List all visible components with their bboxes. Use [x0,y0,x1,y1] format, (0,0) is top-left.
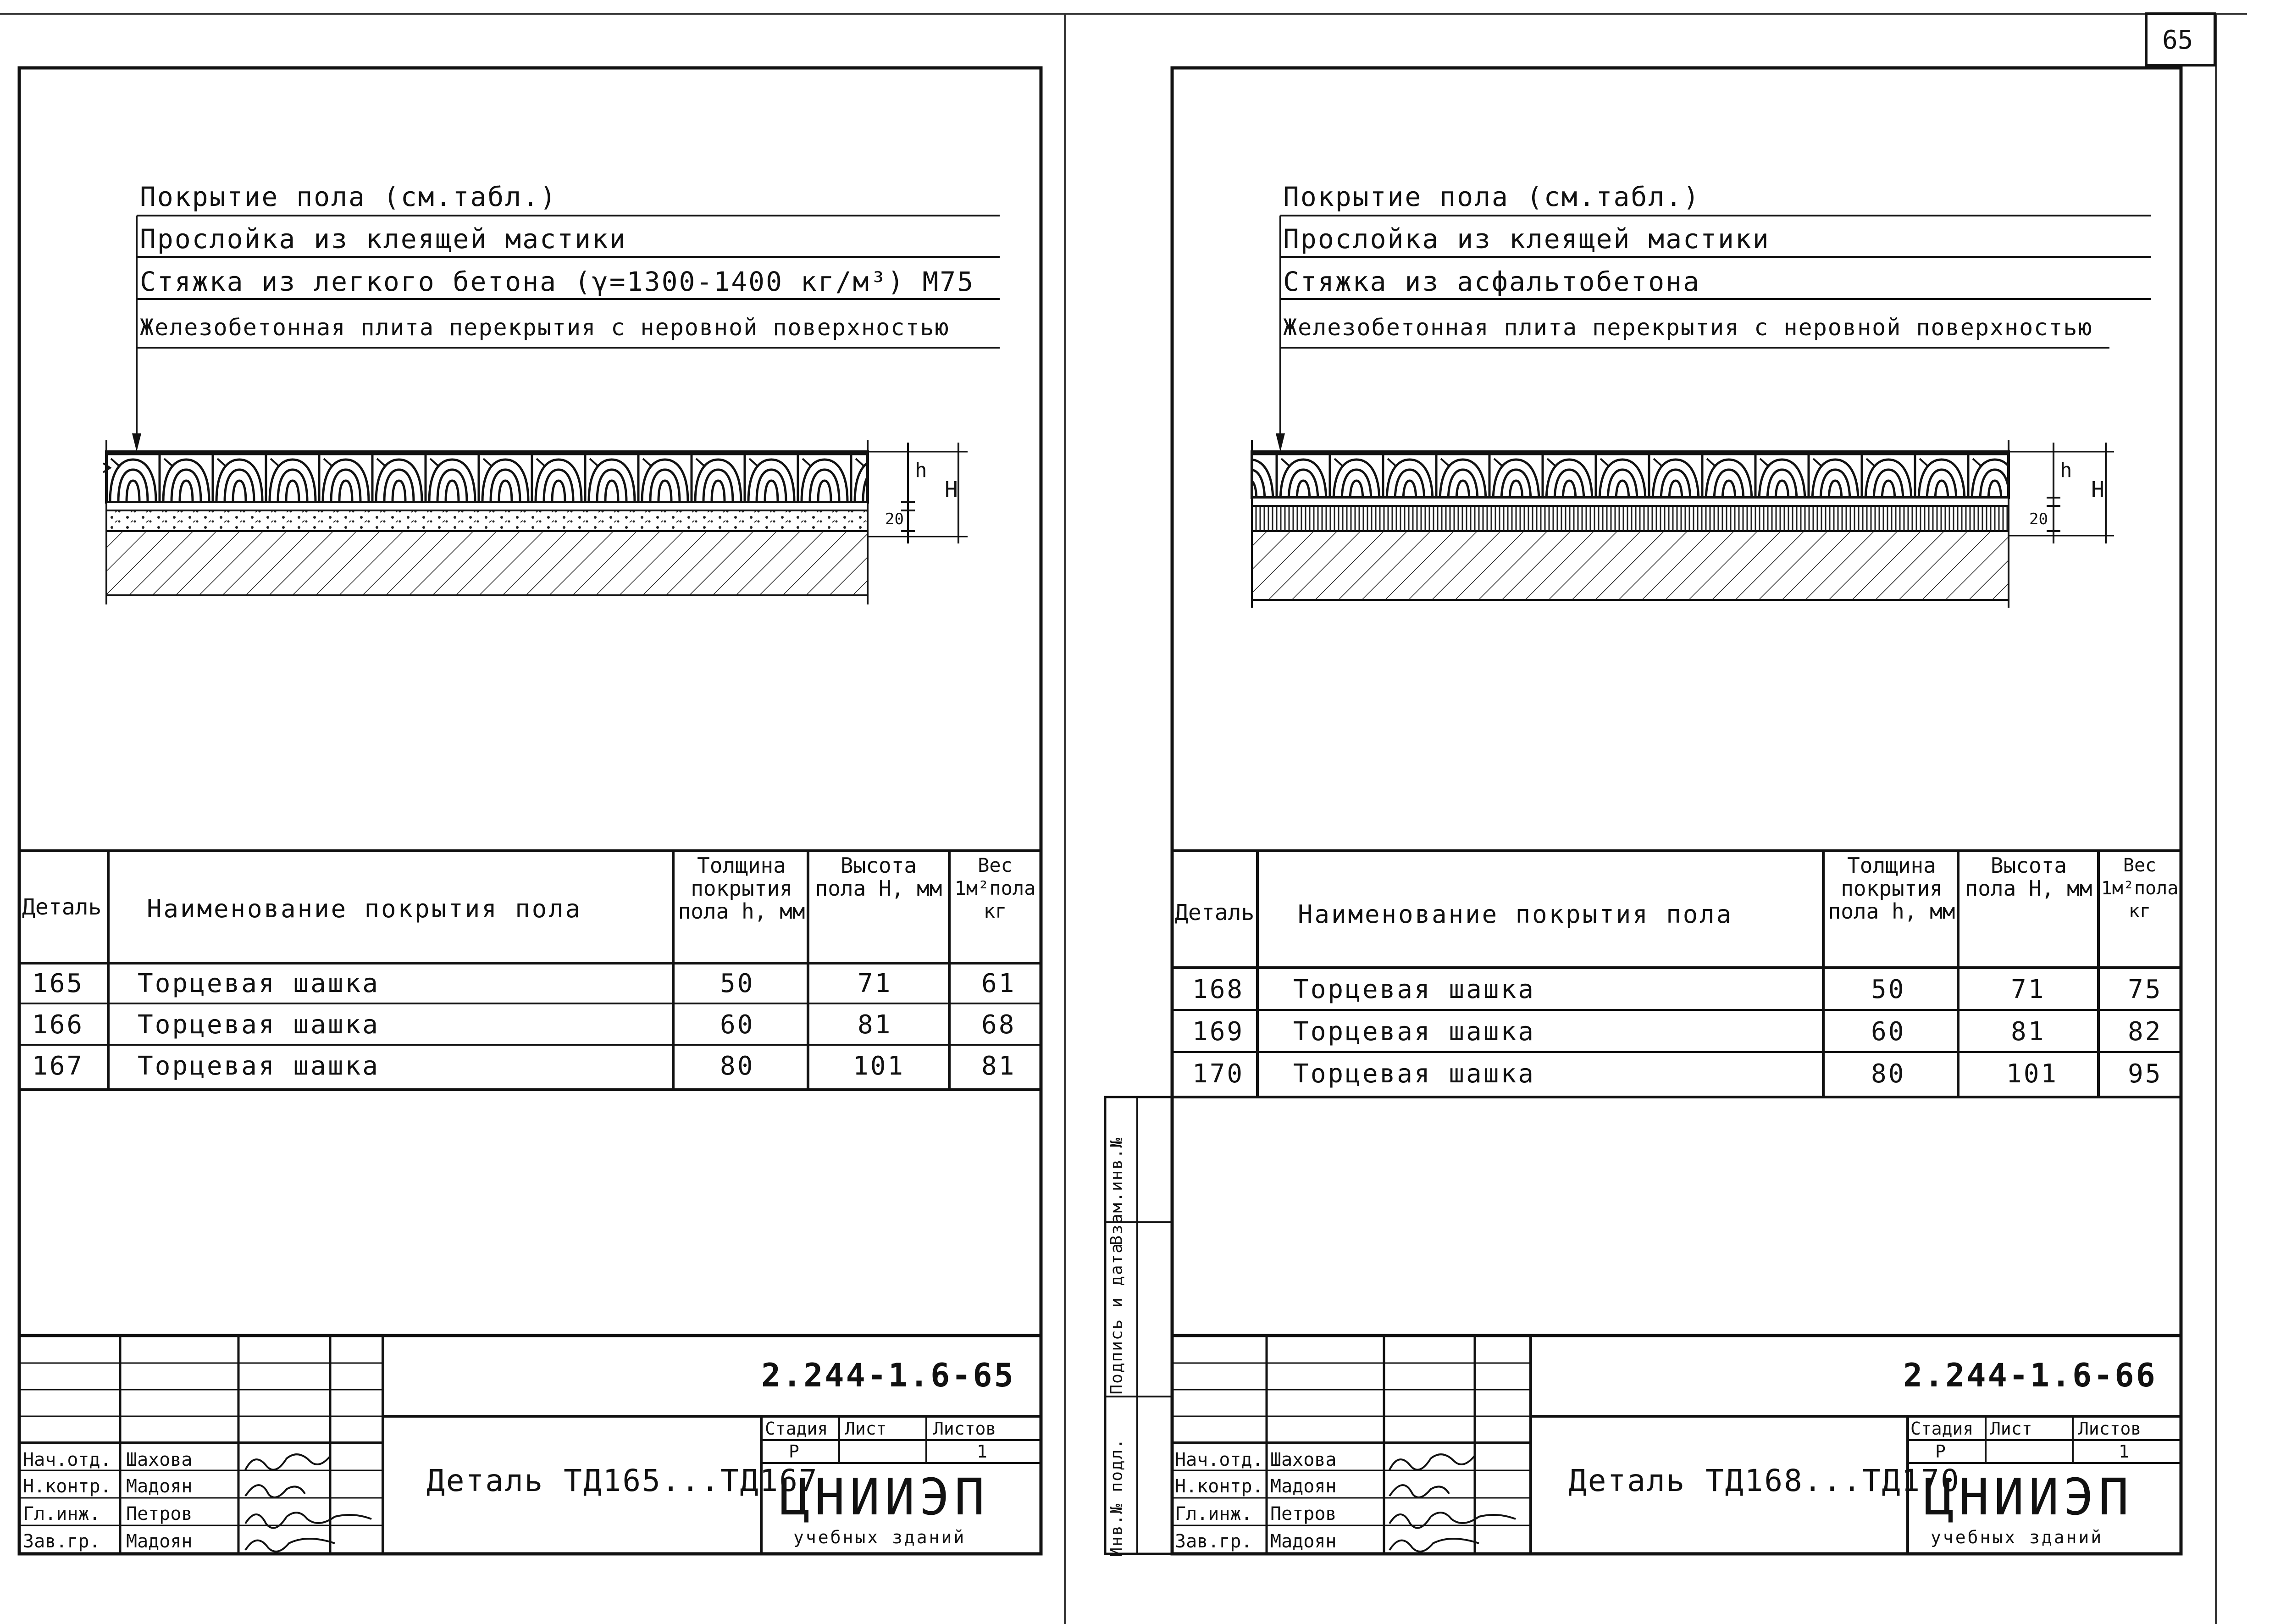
table-cell-detail: 166 [32,1010,84,1040]
table-cell-weight: 82 [2128,1017,2163,1047]
stage-value: Р [1935,1441,1946,1462]
staff-role: Н.контр. [23,1476,111,1497]
table-cell-detail: 169 [1192,1017,1245,1047]
sheet-title: Деталь ТД168...ТД170 [1568,1463,1960,1498]
dim-H: H [945,477,958,503]
stage-value: Р [789,1441,799,1462]
side-stamp-replace: Взам.инв.№ [1107,1136,1126,1246]
stage-label: Стадия [1910,1419,1974,1439]
org-name: ЦНИИЭП [1924,1468,2134,1526]
table-cell-weight: 81 [981,1051,1016,1081]
sheets-label: Листов [2078,1419,2142,1439]
table-cell-name: Торцевая шашка [138,1051,380,1081]
table-cell-h: 80 [720,1051,755,1081]
table-cell-h: 80 [1871,1059,1906,1089]
table-cell-detail: 168 [1192,975,1245,1004]
org-subtitle: учебных зданий [1931,1527,2103,1547]
table-cell-h: 50 [720,969,755,998]
stage-label: Стадия [765,1419,828,1439]
staff-name: Шахова [126,1449,193,1470]
col-name: Наименование покрытия пола [1298,900,1733,929]
layer-label: Железобетонная плита перекрытия с неровной поверхностью [140,314,950,341]
staff-name: Петров [126,1503,193,1524]
sheet-label: Лист [1990,1419,2032,1439]
staff-name: Мадоян [126,1476,193,1497]
staff-role: Гл.инж. [1175,1503,1252,1524]
layer-label: Покрытие пола (см.табл.) [1283,181,1701,212]
table-cell-weight: 95 [2128,1059,2163,1089]
org-name: ЦНИИЭП [780,1468,990,1526]
staff-role: Зав.гр. [1175,1531,1252,1552]
table-cell-detail: 165 [32,969,84,998]
col-detail: Деталь [1175,900,1255,926]
table-cell-h: 60 [720,1010,755,1040]
staff-role: Зав.гр. [23,1531,100,1552]
table-cell-H: 81 [858,1010,892,1040]
table-cell-H: 71 [2011,975,2046,1004]
staff-role: Н.контр. [1175,1476,1263,1497]
sheets-value: 1 [2119,1441,2129,1462]
table-cell-weight: 61 [981,969,1016,998]
staff-name: Мадоян [126,1531,193,1552]
table-cell-name: Торцевая шашка [1293,975,1536,1004]
sheet-title: Деталь ТД165...ТД167 [426,1463,819,1498]
table-cell-H: 71 [858,969,892,998]
table-cell-name: Торцевая шашка [1293,1017,1536,1047]
side-stamp-inv: Инв.№ подл. [1107,1438,1126,1557]
dim-screed: 20 [885,510,904,528]
col-height: Высота пола H, мм [1965,853,2092,901]
col-detail: Деталь [22,894,102,920]
dim-screed: 20 [2029,510,2048,528]
staff-name: Мадоян [1270,1531,1337,1552]
layer-label: Стяжка из легкого бетона (γ=1300-1400 кг/м³) М75 [140,266,975,297]
layer-label: Стяжка из асфальтобетона [1283,266,1701,297]
staff-role: Гл.инж. [23,1503,100,1524]
table-cell-h: 60 [1871,1017,1906,1047]
col-name: Наименование покрытия пола [147,894,582,923]
staff-role: Нач.отд. [1175,1449,1263,1470]
staff-role: Нач.отд. [23,1449,111,1470]
table-cell-name: Торцевая шашка [138,1010,380,1040]
staff-name: Шахова [1270,1449,1337,1470]
doc-code: 2.244-1.6-65 [761,1357,1015,1394]
layer-label: Покрытие пола (см.табл.) [140,181,558,212]
table-cell-name: Торцевая шашка [138,969,380,998]
table-cell-detail: 167 [32,1051,84,1081]
col-weight: Вес 1м²пола кг [954,854,1036,922]
layer-label: Железобетонная плита перекрытия с неровной поверхностью [1283,314,2093,341]
staff-name: Петров [1270,1503,1337,1524]
table-cell-H: 101 [853,1051,905,1081]
layer-label: Прослойка из клеящей мастики [1283,223,1770,255]
dim-h: h [2060,459,2072,482]
org-subtitle: учебных зданий [793,1527,966,1547]
staff-name: Мадоян [1270,1476,1337,1497]
table-cell-h: 50 [1871,975,1906,1004]
sheets-value: 1 [977,1441,987,1462]
table-cell-weight: 68 [981,1010,1016,1040]
col-thickness: Толщина покрытия пола h, мм [678,853,805,924]
col-weight: Вес 1м²пола кг [2101,855,2179,922]
sheet-label: Лист [845,1419,887,1439]
table-cell-detail: 170 [1192,1059,1245,1089]
col-thickness: Толщина покрытия пола h, мм [1828,853,1955,924]
sheets-label: Листов [933,1419,996,1439]
dim-h: h [915,459,927,482]
layer-label: Прослойка из клеящей мастики [140,223,627,255]
table-cell-name: Торцевая шашка [1293,1059,1536,1089]
col-height: Высота пола H, мм [815,853,942,901]
side-stamp-sign: Подпись и дата [1107,1242,1126,1395]
dim-H: H [2091,477,2104,503]
table-cell-H: 81 [2011,1017,2046,1047]
page-number: 65 [2162,25,2193,55]
table-cell-weight: 75 [2128,975,2163,1004]
table-cell-H: 101 [2006,1059,2059,1089]
doc-code: 2.244-1.6-66 [1903,1357,2157,1394]
